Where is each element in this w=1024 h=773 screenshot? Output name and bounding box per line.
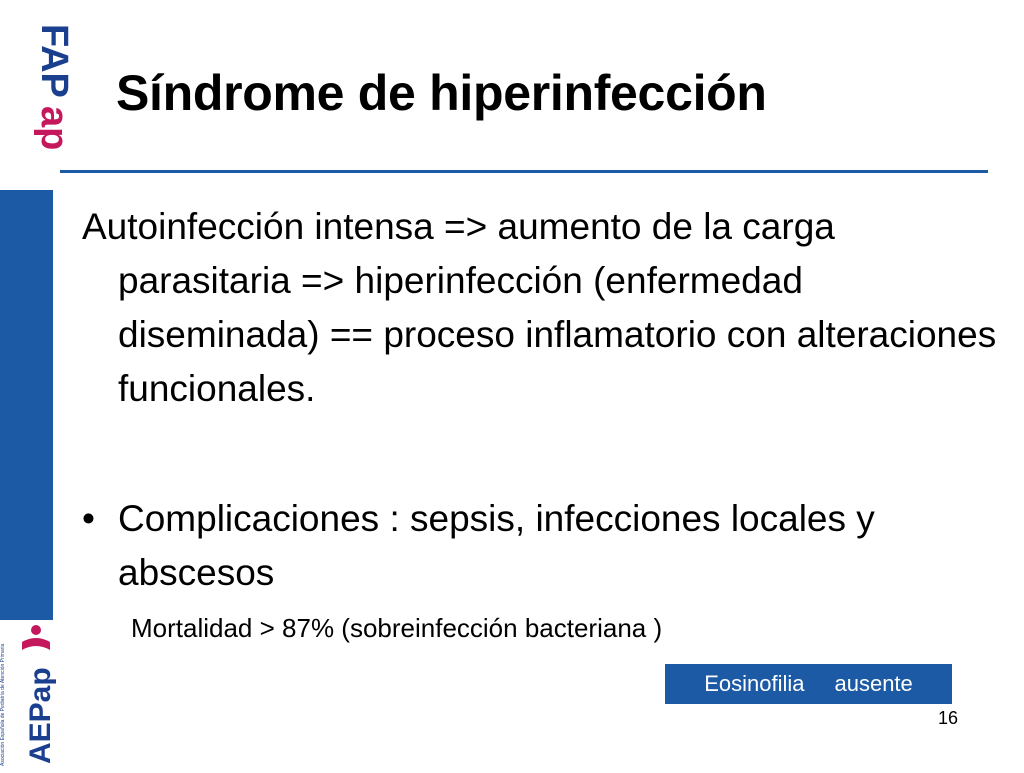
status-label: Eosinofilia <box>704 671 805 696</box>
title-divider <box>60 170 988 173</box>
slide-title: Síndrome de hiperinfección <box>116 65 767 121</box>
left-accent-bar <box>0 190 53 620</box>
main-paragraph: Autoinfección intensa => aumento de la carga parasitaria => hiperinfección (enfermedad diseminada) == proceso inflamatorio con alteraciones funcionales. <box>82 206 997 409</box>
eosinophilia-status-box <box>665 664 952 704</box>
page-number: 16 <box>938 708 959 728</box>
fapap-logo <box>6 22 75 162</box>
bullet-marker: • <box>82 498 95 539</box>
status-value: ausente <box>834 671 913 696</box>
svg-text:AEPap: AEPap <box>24 667 57 764</box>
svg-text:Asociación Española de Pediatr: Asociación Española de Pediatría de Atención Primaria <box>0 643 6 766</box>
svg-text:ap: ap <box>33 106 75 151</box>
bullet-text: Complicaciones : sepsis, infecciones locales y abscesos <box>118 498 875 593</box>
aepap-logo <box>0 620 56 768</box>
bullet-item <box>82 492 962 600</box>
svg-text:FAP: FAP <box>33 24 75 98</box>
mortality-note: Mortalidad > 87% (sobreinfección bacteriana ) <box>131 613 663 643</box>
